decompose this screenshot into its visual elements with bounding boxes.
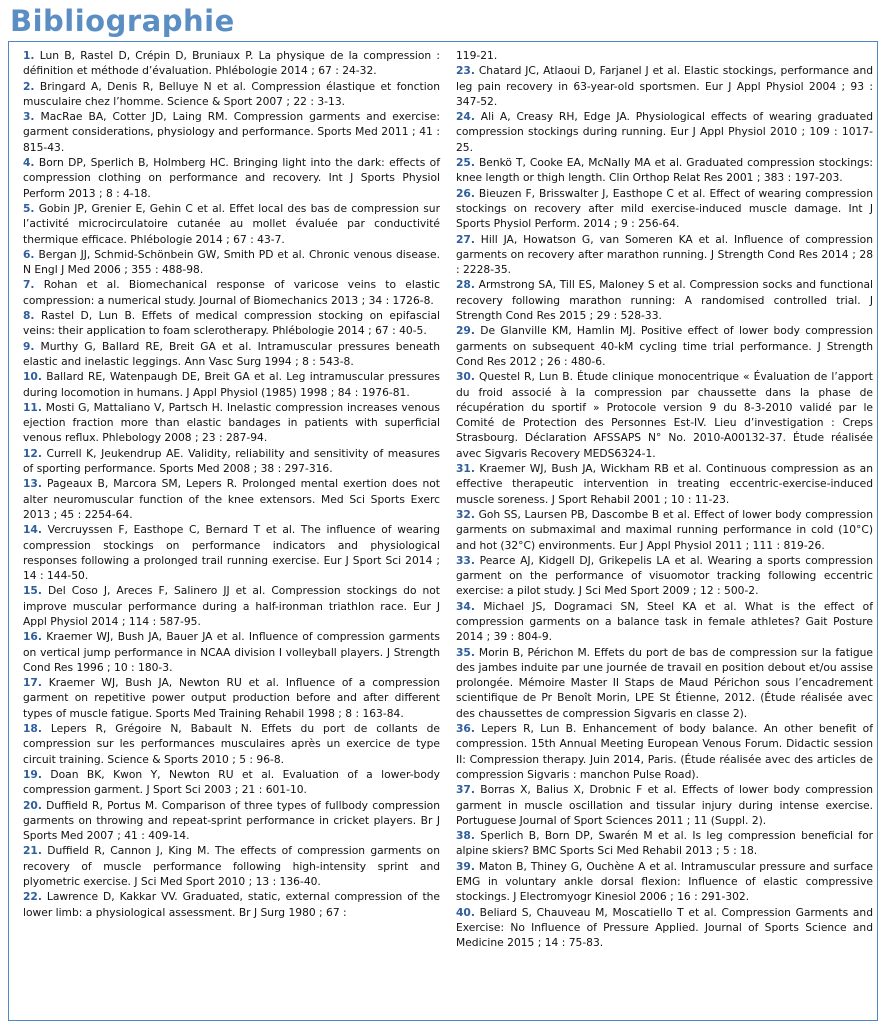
reference-item xyxy=(456,507,873,553)
reference-item xyxy=(23,201,440,247)
reference-item xyxy=(456,155,873,186)
reference-item xyxy=(23,446,440,477)
reference-number: 23. xyxy=(456,64,475,78)
reference-item xyxy=(23,79,440,110)
reference-number: 5. xyxy=(23,201,35,215)
reference-item xyxy=(23,767,440,798)
reference-number: 31. xyxy=(456,462,475,476)
reference-number: 22. xyxy=(23,890,42,904)
reference-text: Hill JA, Howatson G, van Someren KA et al. Influence of compression garments on recovery after marathon running. J Strength Cond Res 2014 ; 28 : 2228-35. xyxy=(456,232,873,277)
reference-item xyxy=(23,277,440,308)
reference-text: Beliard S, Chauveau M, Moscatiello T et al. Compression Garments and Exercise: No Influence of Pressure Applied. Journal of Sports Science and Medicine 2015 ; 14 : 75-83. xyxy=(456,905,873,950)
reference-number: 27. xyxy=(456,232,475,246)
reference-item xyxy=(456,323,873,369)
reference-number: 33. xyxy=(456,553,475,567)
reference-number: 20. xyxy=(23,798,42,812)
reference-number: 7. xyxy=(23,278,35,292)
reference-item xyxy=(456,553,873,599)
reference-item xyxy=(23,369,440,400)
reference-item xyxy=(23,721,440,767)
reference-number: 26. xyxy=(456,186,475,200)
reference-text: Chatard JC, Atlaoui D, Farjanel J et al. Elastic stockings, performance and leg pain recovery in 63-year-old sportsmen. Eur J Appl Physiol 2004 ; 93 : 347-52. xyxy=(456,64,873,108)
reference-item xyxy=(456,369,873,461)
reference-number: 15. xyxy=(23,584,42,598)
reference-item xyxy=(456,461,873,507)
reference-text: Murthy G, Ballard RE, Breit GA et al. Intramuscular pressures beneath elastic and inelastic leggings. Ann Vasc Surg 1994 ; 8 : 543-8. xyxy=(23,339,441,368)
reference-text: Pearce AJ, Kidgell DJ, Grikepelis LA et al. Wearing a sports compression garment on the performance of visuomotor tracking following eccentric exercise: a pilot study. J Sci Med Sport 2009 ; 12 : 500-2. xyxy=(456,553,873,598)
reference-item xyxy=(23,400,440,446)
reference-item xyxy=(456,905,873,951)
reference-item xyxy=(456,277,873,323)
reference-text: Gobin JP, Grenier E, Gehin C et al. Effet local des bas de compression sur l’activité microcirculatoire cutanée au mollet évaluée par conductivité thermique efficace. Phlébologie 2014 ; 67 : 43-7. xyxy=(23,201,440,246)
reference-number: 19. xyxy=(23,767,42,781)
reference-item xyxy=(456,645,873,721)
reference-text: Bringard A, Denis R, Belluye N et al. Compression élastique et fonction musculaire chez l’homme. Science & Sport 2007 ; 22 : 3-13. xyxy=(23,79,441,108)
reference-number: 30. xyxy=(456,370,475,384)
reference-text: Pageaux B, Marcora SM, Lepers R. Prolonged mental exertion does not alter neuromuscular function of the knee extensors. Med Sci Sports Exerc 2013 ; 45 : 2254-64. xyxy=(23,477,440,521)
reference-text: Born DP, Sperlich B, Holmberg HC. Bringing light into the dark: effects of compression clothing on performance and recovery. Int J Sports Physiol Perform 2013 ; 8 : 4-18. xyxy=(23,156,440,200)
reference-text: Currell K, Jeukendrup AE. Validity, reliability and sensitivity of measures of sporting performance. Sports Med 2008 ; 38 : 297-316. xyxy=(23,446,440,476)
reference-number: 17. xyxy=(23,676,42,690)
reference-number: 38. xyxy=(456,829,475,843)
reference-text: Armstrong SA, Till ES, Maloney S et al. Compression socks and functional recovery following marathon running: A randomised controlled trial. J Strength Cond Res 2015 ; 29 : 528-33. xyxy=(456,278,873,323)
reference-text: Rohan et al. Biomechanical response of varicose veins to elastic compression: a numerical study. Journal of Biomechanics 2013 ; 34 : 1726-8. xyxy=(23,278,440,307)
reference-number: 37. xyxy=(456,783,475,797)
reference-number: 39. xyxy=(456,859,475,873)
reference-item xyxy=(456,232,873,278)
reference-text: Benkö T, Cooke EA, McNally MA et al. Graduated compression stockings: knee length or thigh length. Clin Orthop Relat Res 2001 ; 383 : 197-203. xyxy=(456,156,873,185)
reference-continuation: 119-21. xyxy=(456,49,498,62)
page-title: Bibliographie xyxy=(10,4,235,38)
reference-number: 35. xyxy=(456,645,475,659)
reference-text: Ali A, Creasy RH, Edge JA. Physiological effects of wearing graduated compression stockings during running. Eur J Appl Physiol 2010 ; 109 : 1017-25. xyxy=(456,110,873,154)
reference-item xyxy=(23,522,440,583)
reference-text: Bieuzen F, Brisswalter J, Easthope C et al. Effect of wearing compression stockings on recovery after mild exercise-induced muscle damage. Int J Sports Physiol Perform. 2014 ; 9 : 256-64. xyxy=(456,186,873,231)
reference-text: Morin B, Périchon M. Effets du port de bas de compression sur la fatigue des jambes induite par une journée de travail en position debout et/ou assise prolongée. Mémoire Master II Staps de Maud Périchon sous l’encadrement scientifique de Pr Benoît Morin, LPE St Étienne, 2012. (Étude réalisée avec des chaussettes de compression Sigvaris en classe 2). xyxy=(456,645,873,720)
reference-number: 9. xyxy=(23,339,35,353)
reference-text: Bergan JJ, Schmid-Schönbein GW, Smith PD et al. Chronic venous disease. N Engl J Med 2006 ; 355 : 488-98. xyxy=(23,247,440,277)
reference-text: Kraemer WJ, Bush JA, Wickham RB et al. Continuous compression as an effective therapeutic intervention in treating eccentric-exercise-induced muscle soreness. J Sport Rehabil 2001 ; 10 : 11-23. xyxy=(456,462,873,506)
reference-item xyxy=(23,247,440,278)
reference-number: 40. xyxy=(456,905,475,919)
reference-number: 12. xyxy=(23,446,42,460)
reference-item xyxy=(23,583,440,629)
reference-number: 2. xyxy=(23,79,35,93)
reference-number: 4. xyxy=(23,156,35,170)
reference-number: 36. xyxy=(456,722,475,736)
reference-item xyxy=(456,782,873,828)
reference-item xyxy=(456,859,873,905)
reference-item xyxy=(23,48,440,79)
reference-text: Duffield R, Portus M. Comparison of three types of fullbody compression garments on throwing and repeat-sprint performance in cricket players. Br J Sports Med 2007 ; 41 : 409-14. xyxy=(23,798,440,843)
reference-item xyxy=(23,155,440,201)
reference-text: Kraemer WJ, Bush JA, Newton RU et al. Influence of a compression garment on repetitive power output production before and after different types of muscle fatigue. Sports Med Training Rehabil 1998 ; 8 : 163-84. xyxy=(23,676,440,720)
reference-text: Goh SS, Laursen PB, Dascombe B et al. Effect of lower body compression garments on submaximal and maximal running performance in cold (10°C) and hot (32°C) environments. Eur J Appl Physiol 2011 ; 111 : 819-26. xyxy=(456,507,873,552)
reference-text: Lepers R, Lun B. Enhancement of body balance. An other benefit of compression. 15th Annual Meeting European Venous Forum. Didactic session II: Compression therapy. Juin 2014, Paris. (Étude réalisée avec des articles de compression Sigvaris : manchon Pulse Road). xyxy=(456,722,873,781)
reference-number: 1. xyxy=(23,49,35,62)
reference-item xyxy=(23,339,440,370)
reference-text: Maton B, Thiney G, Ouchène A et al. Intramuscular pressure and surface EMG in voluntary ankle dorsal flexion: Influence of elastic compressive stockings. J Electromyogr Kinesiol 2006 ; 16 : 291-302. xyxy=(456,859,873,904)
right-column xyxy=(456,48,873,951)
reference-item xyxy=(23,843,440,889)
reference-number: 8. xyxy=(23,309,35,323)
reference-text: Michael JS, Dogramaci SN, Steel KA et al. What is the effect of compression garments on a balance task in female athletes? Gait Posture 2014 ; 39 : 804-9. xyxy=(456,599,873,644)
reference-item xyxy=(456,599,873,645)
reference-text: Doan BK, Kwon Y, Newton RU et al. Evaluation of a lower-body compression garment. J Sport Sci 2003 ; 21 : 601-10. xyxy=(23,767,440,797)
reference-number: 16. xyxy=(23,630,42,644)
reference-text: Questel R, Lun B. Étude clinique monocentrique « Évaluation de l’apport du froid associé à la compression par chaussette dans la phase de récupération du sportif » Protocole version 9 du 8-3-2010 validé par le Comité de Protection des Personnes Est-IV. Lieu d’investigation : Creps Strasbourg. Déclaration AFSSAPS N° No. 2010-A00132-37. Étude réalisée avec Sigvaris Recovery MEDS6324-1. xyxy=(456,370,873,460)
reference-number: 14. xyxy=(23,523,42,537)
reference-text: Kraemer WJ, Bush JA, Bauer JA et al. Influence of compression garments on vertical jump performance in NCAA division I volleyball players. J Strength Cond Res 1996 ; 10 : 180-3. xyxy=(23,630,440,674)
reference-item xyxy=(456,828,873,859)
reference-text: Vercruyssen F, Easthope C, Bernard T et al. The influence of wearing compression stockings on performance indicators and physiological responses following a prolonged trail running exercise. Eur J Sport Sci 2014 ; 14 : 144-50. xyxy=(23,523,440,583)
reference-item xyxy=(456,109,873,155)
reference-number: 11. xyxy=(23,400,42,414)
reference-text: Mosti G, Mattaliano V, Partsch H. Inelastic compression increases venous ejection fraction more than elastic bandages in patients with superficial venous reflux. Phlebology 2008 ; 23 : 287-94. xyxy=(23,400,440,445)
reference-item xyxy=(23,675,440,721)
reference-number: 34. xyxy=(456,599,475,613)
reference-text: Lawrence D, Kakkar VV. Graduated, static, external compression of the lower limb: a physiological assessment. Br J Surg 1980 ; 67 : xyxy=(23,890,440,919)
reference-number: 29. xyxy=(456,324,475,338)
reference-text: MacRae BA, Cotter JD, Laing RM. Compression garments and exercise: garment considerations, physiology and performance. Sports Med 2011 ; 41 : 815-43. xyxy=(23,110,440,154)
reference-item xyxy=(23,798,440,844)
reference-number: 21. xyxy=(23,844,42,858)
reference-number: 13. xyxy=(23,477,42,491)
reference-number: 25. xyxy=(456,156,475,170)
reference-item xyxy=(456,721,873,782)
reference-text: Del Coso J, Areces F, Salinero JJ et al. Compression stockings do not improve muscular performance during a half-ironman triathlon race. Eur J Appl Physiol 2014 ; 114 : 587-95. xyxy=(23,584,440,628)
reference-item xyxy=(23,308,440,339)
reference-text: Duffield R, Cannon J, King M. The effects of compression garments on recovery of muscle performance following high-intensity sprint and plyometric exercise. J Sci Med Sport 2010 ; 13 : 136-40. xyxy=(23,844,440,889)
reference-number: 32. xyxy=(456,507,475,521)
reference-text: Lun B, Rastel D, Crépin D, Bruniaux P. La physique de la compression : définition et méthode d’évaluation. Phlébologie 2014 ; 67 : 24-32. xyxy=(23,49,440,78)
reference-item xyxy=(23,109,440,155)
reference-text: Lepers R, Grégoire N, Babault N. Effets du port de collants de compression sur les performances musculaires après un exercice de type circuit training. Science & Sports 2010 ; 5 : 96-8. xyxy=(23,722,440,766)
reference-item xyxy=(23,889,440,920)
reference-number: 3. xyxy=(23,110,35,124)
reference-text: Borras X, Balius X, Drobnic F et al. Effects of lower body compression garment in muscle oscillation and tissular injury during intense exercise. Portuguese Journal of Sport Sciences 2011 ; 11 (Suppl. 2). xyxy=(456,783,874,827)
reference-item xyxy=(23,629,440,675)
reference-number: 10. xyxy=(23,370,42,384)
reference-text: Ballard RE, Watenpaugh DE, Breit GA et al. Leg intramuscular pressures during locomotion in humans. J Appl Physiol (1985) 1998 ; 84 : 1976-81. xyxy=(23,370,440,399)
reference-item xyxy=(456,186,873,232)
reference-number: 6. xyxy=(23,247,35,261)
reference-item xyxy=(456,63,873,109)
reference-number: 24. xyxy=(456,110,475,124)
reference-text: Sperlich B, Born DP, Swarén M et al. Is leg compression beneficial for alpine skiers? BMC Sports Sci Med Rehabil 2013 ; 5 : 18. xyxy=(456,829,874,858)
reference-text: De Glanville KM, Hamlin MJ. Positive effect of lower body compression garments on subsequent 40-kM cycling time trial performance. J Strength Cond Res 2012 ; 26 : 480-6. xyxy=(456,324,873,368)
reference-text: Rastel D, Lun B. Effets of medical compression stocking on epifascial veins: their application to foam sclerotherapy. Phlébologie 2014 ; 67 : 40-5. xyxy=(23,309,441,338)
bibliography-frame xyxy=(8,41,878,1021)
reference-number: 18. xyxy=(23,722,42,736)
reference-item xyxy=(23,476,440,522)
left-column xyxy=(23,48,440,920)
reference-number: 28. xyxy=(456,278,475,292)
